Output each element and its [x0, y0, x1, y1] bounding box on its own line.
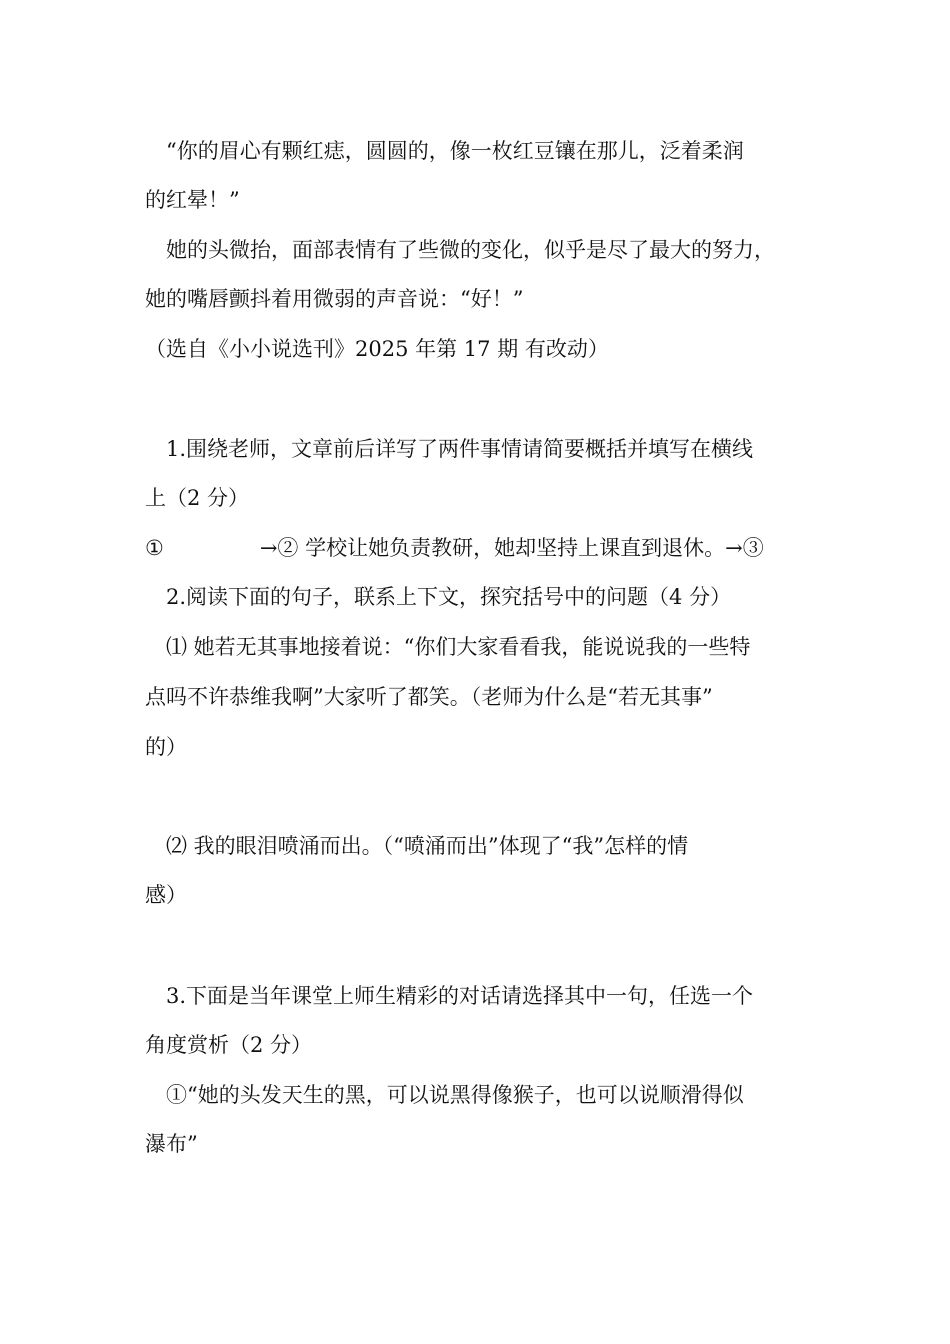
question-1-fill-line [145, 534, 815, 562]
passage-paragraph-2-line-1: 她的头微抬，面部表情有了些微的变化，似乎是尽了最大的努力， [166, 238, 775, 262]
passage-paragraph-1-line-1: “你的眉心有颗红痣，圆圆的，像一枚红豆镶在那儿，泛着柔润 [166, 139, 744, 163]
question-2-2-line-1: ⑵ 我的眼泪喷涌而出。（“喷涌而出”体现了“我”怎样的情 [166, 834, 689, 858]
fill-text-rest: →② 学校让她负责教研，她却坚持上课直到退休。→③ [259, 536, 764, 560]
question-3-line-1: 3.下面是当年课堂上师生精彩的对话请选择其中一句，任选一个 [166, 984, 754, 1008]
question-3-option-1-line-2: 瀑布” [145, 1132, 198, 1156]
passage-paragraph-2-line-2: 她的嘴唇颤抖着用微弱的声音说：“好！” [145, 287, 524, 311]
question-1-line-2: 上（2 分） [145, 486, 250, 510]
fill-marker-1: ① [145, 536, 164, 560]
question-2-1-line-1: ⑴ 她若无其事地接着说：“你们大家看看我，能说说我的一些特 [166, 635, 751, 659]
question-2-1-line-2: 点吗不许恭维我啊”大家听了都笑。（老师为什么是“若无其事” [145, 685, 713, 709]
question-3-line-2: 角度赏析（2 分） [145, 1033, 313, 1057]
question-1-line-1: 1.围绕老师，文章前后详写了两件事情请简要概括并填写在横线 [166, 437, 754, 461]
question-2-2-line-2: 感） [145, 883, 187, 907]
question-2-1-line-3: 的） [145, 735, 187, 759]
passage-paragraph-1-line-2: 的红晕！” [145, 188, 240, 212]
question-2-title: 2.阅读下面的句子，联系上下文，探究括号中的问题（4 分） [166, 585, 732, 609]
question-3-option-1-line-1: ①“她的头发天生的黑，可以说黑得像猴子，也可以说顺滑得似 [166, 1083, 744, 1107]
passage-source-note: （选自《小小说选刊》2025 年第 17 期 有改动） [145, 337, 609, 361]
